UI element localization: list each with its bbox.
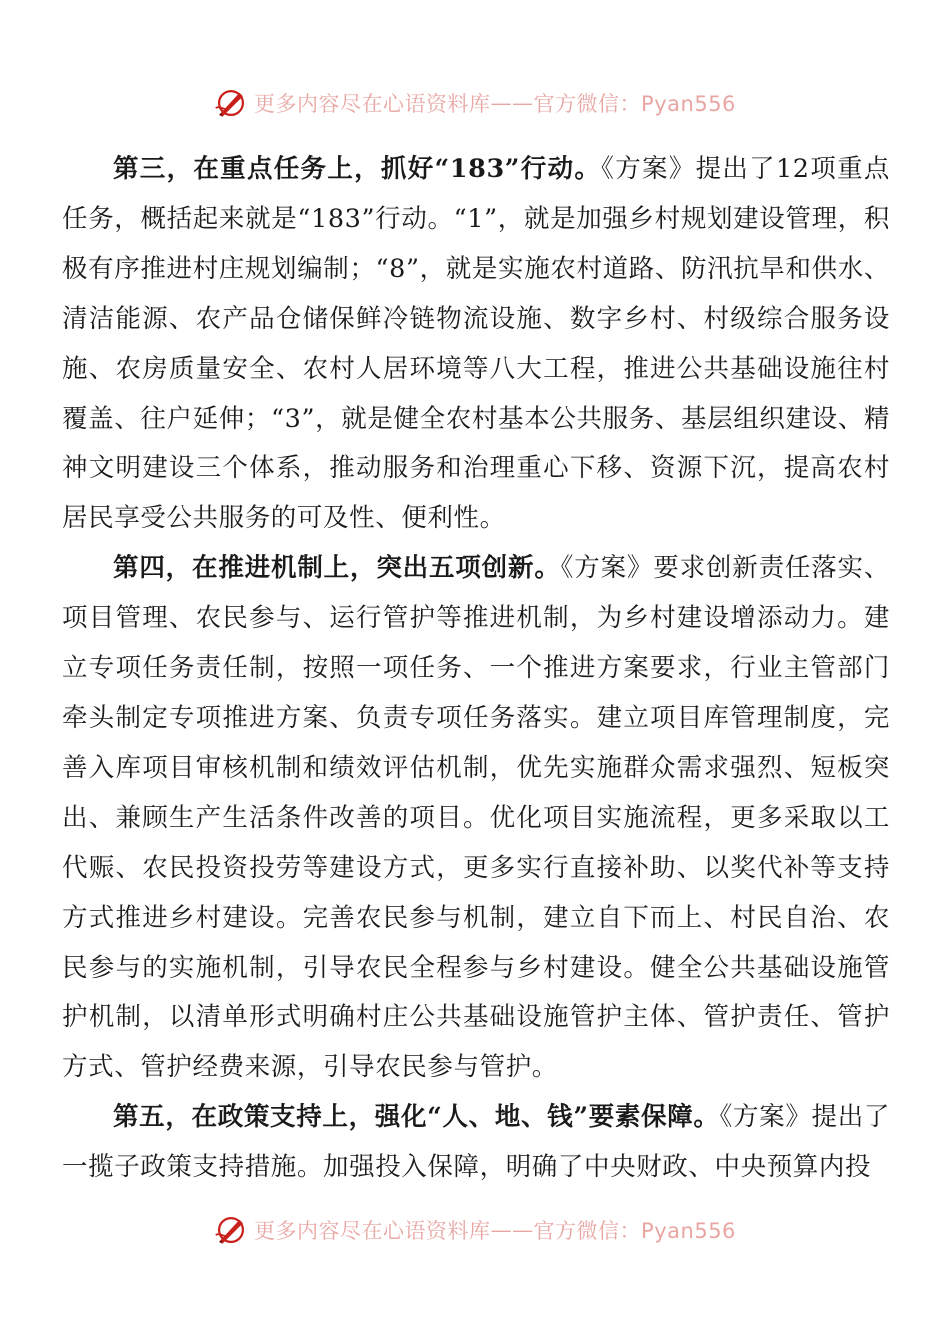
body-text	[62, 145, 890, 1193]
footer-watermark	[0, 1212, 950, 1248]
paragraph-lead: 第四，在推进机制上，突出五项创新。	[113, 553, 561, 584]
paragraph-lead: 第五，在政策支持上，强化“人、地、钱”要素保障。	[113, 1102, 720, 1133]
paragraph-body: 《方案》提出了12项重点任务，概括起来就是“183”行动。“1”，就是加强乡村规划建设管理，积极有序推进村庄规划编制；“8”，就是实施农村道路、防汛抗旱和供水、清洁能源、农产品仓储保鲜冷链物流设施、数字乡村、村级综合服务设施、农房质量安全、农村人居环境等八大工程，推进公共基础设施往村覆盖、往户延伸；“3”，就是健全农村基本公共服务、基层组织建设、精神文明建设三个体系，推动服务和治理重心下移、资源下沉，提高农村居民享受公共服务的可及性、便利性。	[62, 154, 890, 534]
watermark-contact: 官方微信：Pyan556	[533, 92, 736, 116]
pen-circle-logo-icon	[214, 86, 248, 120]
watermark-separator: ——	[490, 91, 534, 115]
paragraph-lead: 第三，在重点任务上，抓好“183”行动。	[113, 154, 602, 184]
paragraph-body: 《方案》要求创新责任落实、项目管理、农民参与、运行管护等推进机制，为乡村建设增添动力。建立专项任务责任制，按照一项任务、一个推进方案要求，行业主管部门牵头制定专项推进方案、负责专项任务落实。建立项目库管理制度，完善入库项目审核机制和绩效评估机制，优先实施群众需求强烈、短板突出、兼顾生产生活条件改善的项目。优化项目实施流程，更多采取以工代赈、农民投资投劳等建设方式，更多实行直接补助、以奖代补等支持方式推进乡村建设。完善农民参与机制，建立自下而上、村民自治、农民参与的实施机制，引导农民全程参与乡村建设。健全公共基础设施管护机制，以清单形式明确村庄公共基础设施管护主体、管护责任、管护方式、管护经费来源，引导农民参与管护。	[62, 553, 890, 1083]
watermark-main-text: 更多内容尽在心语资料库	[254, 1219, 491, 1243]
header-watermark	[0, 85, 950, 121]
watermark-contact: 官方微信：Pyan556	[533, 1219, 736, 1243]
paragraph	[62, 1093, 890, 1193]
paragraph	[62, 145, 890, 544]
watermark-main-text: 更多内容尽在心语资料库	[254, 92, 491, 116]
paragraph-body: 《方案》提出了一揽子政策支持措施。加强投入保障，明确了中央财政、中央预算内投	[62, 1102, 890, 1183]
paragraph	[62, 544, 890, 1093]
watermark-separator: ——	[490, 1218, 534, 1242]
pen-circle-logo-icon	[214, 1213, 248, 1247]
